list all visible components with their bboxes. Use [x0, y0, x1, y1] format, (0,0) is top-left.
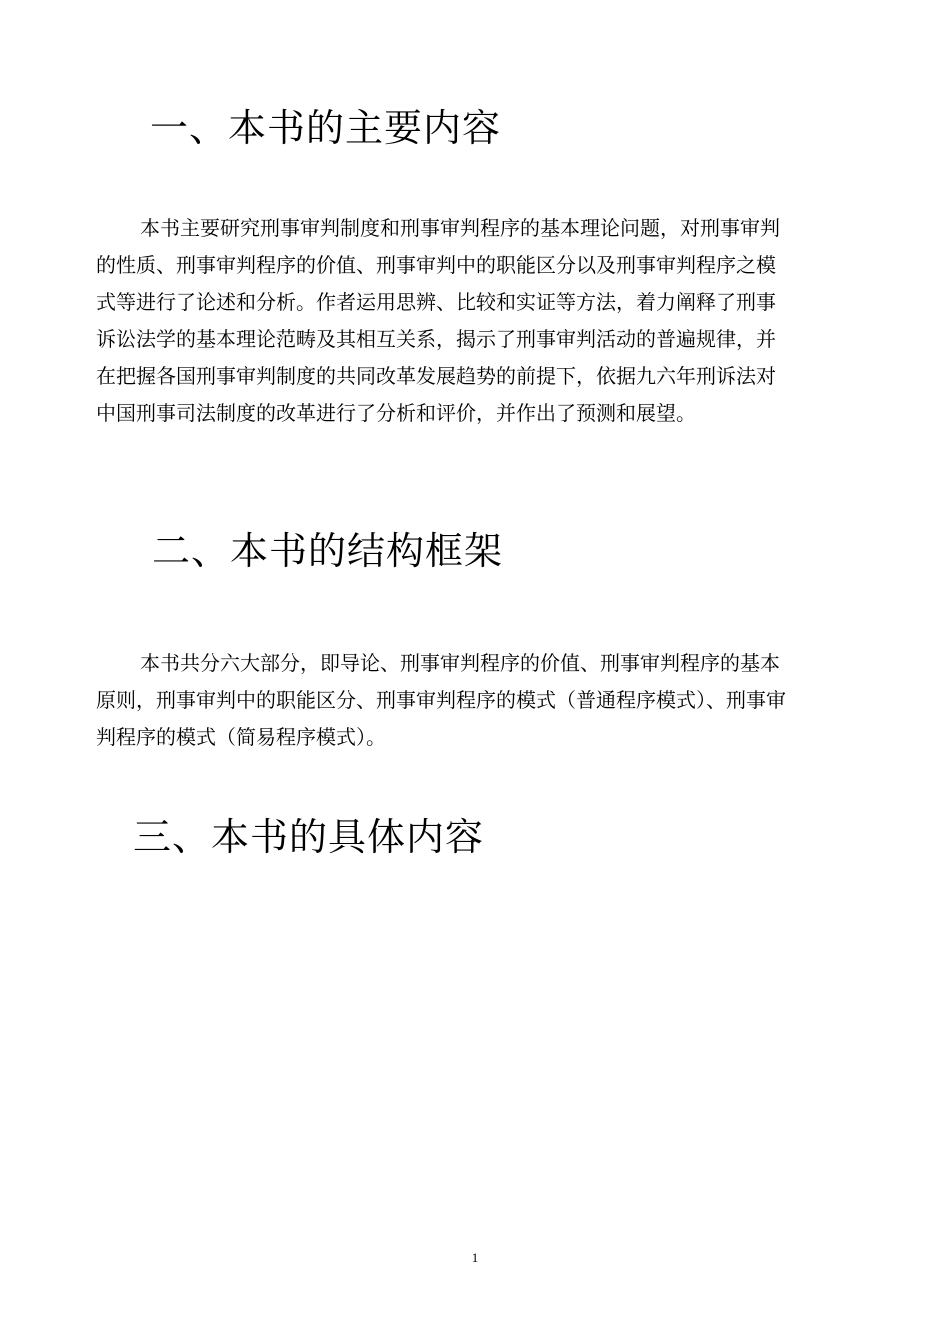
section-paragraph-main-content	[96, 210, 866, 432]
paragraph-line: 原则，刑事审判中的职能区分、刑事审判程序的模式（普通程序模式）、刑事审	[96, 688, 786, 712]
paragraph-line: 本书主要研究刑事审判制度和刑事审判程序的基本理论问题，对刑事审判	[140, 216, 780, 240]
paragraph-line: 中国刑事司法制度的改革进行了分析和评价，并作出了预测和展望。	[96, 401, 696, 425]
section-heading-main-content: 一、本书的主要内容	[150, 106, 502, 150]
paragraph-line: 的性质、刑事审判程序的价值、刑事审判中的职能区分以及刑事审判程序之模	[96, 253, 776, 277]
paragraph-line: 诉讼法学的基本理论范畴及其相互关系，揭示了刑事审判活动的普遍规律，并	[96, 327, 776, 351]
section-heading-structure: 二、本书的结构框架	[152, 529, 504, 573]
paragraph-line: 判程序的模式（简易程序模式）。	[96, 725, 386, 749]
paragraph-line: 式等进行了论述和分析。作者运用思辨、比较和实证等方法，着力阐释了刑事	[96, 290, 776, 314]
paragraph-line: 本书共分六大部分，即导论、刑事审判程序的价值、刑事审判程序的基本	[140, 651, 780, 675]
section-heading-specific-content: 三、本书的具体内容	[133, 815, 485, 859]
paragraph-line: 在把握各国刑事审判制度的共同改革发展趋势的前提下，依据九六年刑诉法对	[96, 364, 776, 388]
section-paragraph-structure	[96, 645, 866, 756]
page-number: 1	[471, 1250, 479, 1265]
